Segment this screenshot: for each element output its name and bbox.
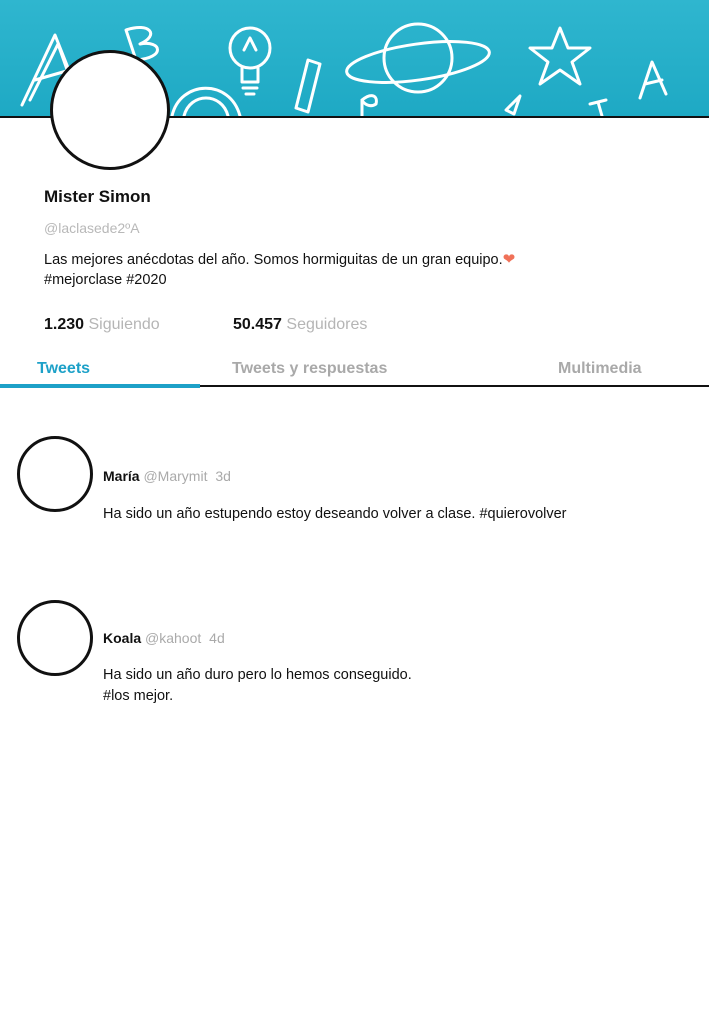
tweet-author-name[interactable]: Koala: [103, 630, 142, 646]
rainbow-doodle: [172, 88, 240, 116]
tweet-avatar[interactable]: [17, 600, 93, 676]
tweet-text: [103, 665, 683, 707]
tweet-hashtag[interactable]: #los mejor.: [103, 688, 174, 704]
profile-handle: @laclasede2ºA: [44, 220, 140, 236]
tab-tweets[interactable]: Tweets: [37, 360, 91, 377]
tweet-time: 4d: [209, 630, 225, 646]
tweet-author-name[interactable]: María: [103, 468, 140, 484]
paper-plane-doodle: [506, 96, 520, 114]
tweet-header: [103, 630, 225, 646]
letter-a-right-doodle: [640, 62, 666, 98]
tweet-header: [103, 468, 231, 484]
tab-tweets-replies[interactable]: Tweets y respuestas: [232, 360, 388, 377]
bio-text: Las mejores anécdotas del año. Somos hormiguitas de un gran equipo.: [44, 252, 503, 268]
following-count: 1.230: [44, 316, 85, 333]
profile-avatar[interactable]: [50, 50, 170, 170]
tab-media[interactable]: Multimedia: [558, 360, 642, 377]
tweet-author-handle[interactable]: @kahoot: [145, 630, 202, 646]
heart-icon: ❤: [502, 251, 516, 268]
sprout-doodle: [362, 96, 376, 116]
bio-hashtags[interactable]: #mejorclase #2020: [44, 272, 167, 288]
tweet-author-handle[interactable]: @Marymit: [143, 468, 208, 484]
lightbulb-doodle: [230, 28, 270, 94]
tweet-text: [103, 504, 683, 525]
planet-doodle: [344, 24, 492, 92]
tweet-avatar[interactable]: [17, 436, 93, 512]
profile-bio: [44, 250, 644, 290]
letter-t-doodle: [590, 100, 606, 116]
followers-label: Seguidores: [286, 316, 368, 333]
star-doodle: [530, 28, 590, 84]
tweet-text-line: Ha sido un año duro pero lo hemos conseguido.: [103, 667, 412, 683]
tweet-text-line: Ha sido un año estupendo estoy deseando volver a clase. #quierovolver: [103, 506, 567, 522]
followers-stat[interactable]: [233, 316, 367, 334]
following-label: Siguiendo: [88, 316, 160, 333]
active-tab-indicator: [0, 384, 200, 388]
following-stat[interactable]: [44, 316, 160, 334]
followers-count: 50.457: [233, 316, 282, 333]
profile-display-name: Mister Simon: [44, 187, 151, 206]
pencil-doodle: [296, 60, 320, 112]
tweet-time: 3d: [215, 468, 231, 484]
